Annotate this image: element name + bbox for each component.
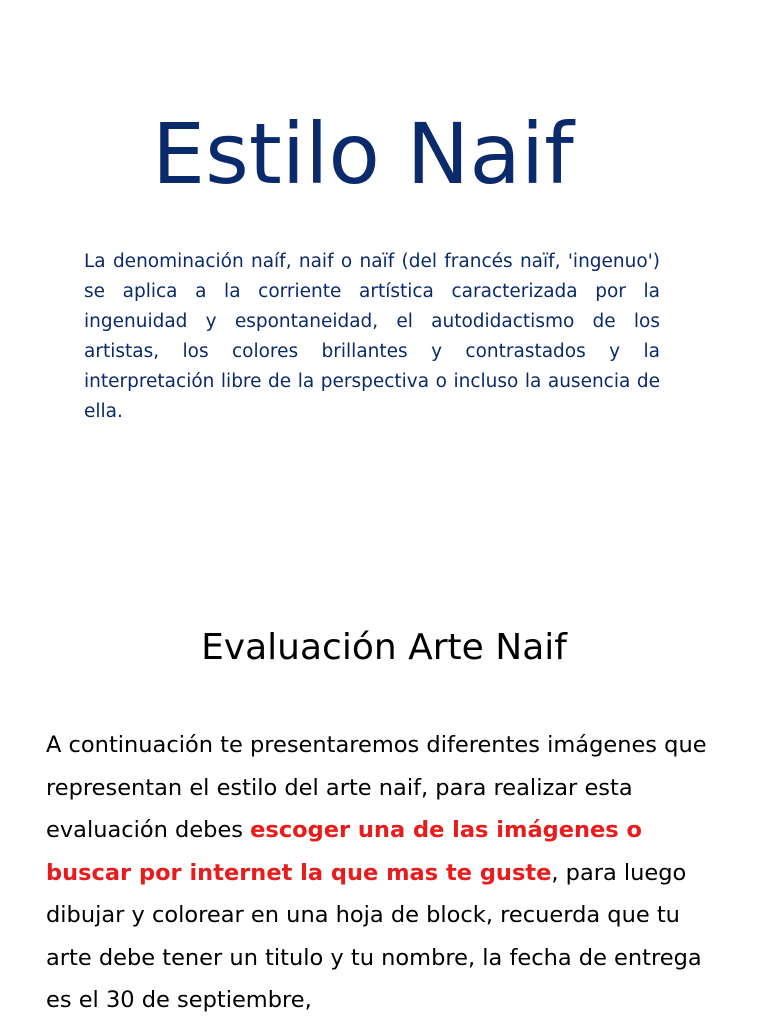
intro-paragraph: La denominación naíf, naif o naïf (del francés naïf, 'ingenuo') se aplica a la corriente artística caracterizada por la ingenuidad y espontaneidad, el autodidactismo de los artistas, los colores brillantes y contrastados y la interpretación libre de la perspectiva o incluso la ausencia de ella.	[84, 251, 660, 422]
main-title: Estilo Naif	[152, 105, 574, 203]
instructions-paragraph	[46, 724, 726, 1022]
section-title: Evaluación Arte Naif	[201, 627, 567, 668]
instructions-highlight: escoger una de las imágenes o buscar por internet la que mas te guste	[46, 817, 642, 886]
instructions-text-start: A continuación te presentaremos diferentes imágenes que representan el estilo del arte naif, para realizar esta evaluación debes	[46, 732, 707, 843]
instructions-text-end: , para luego dibujar y colorear en una hoja de block, recuerda que tu arte debe tener un titulo y tu nombre, la fecha de entrega es el 30 de septiembre,	[46, 859, 702, 1013]
slide-evaluacion	[0, 560, 768, 1024]
